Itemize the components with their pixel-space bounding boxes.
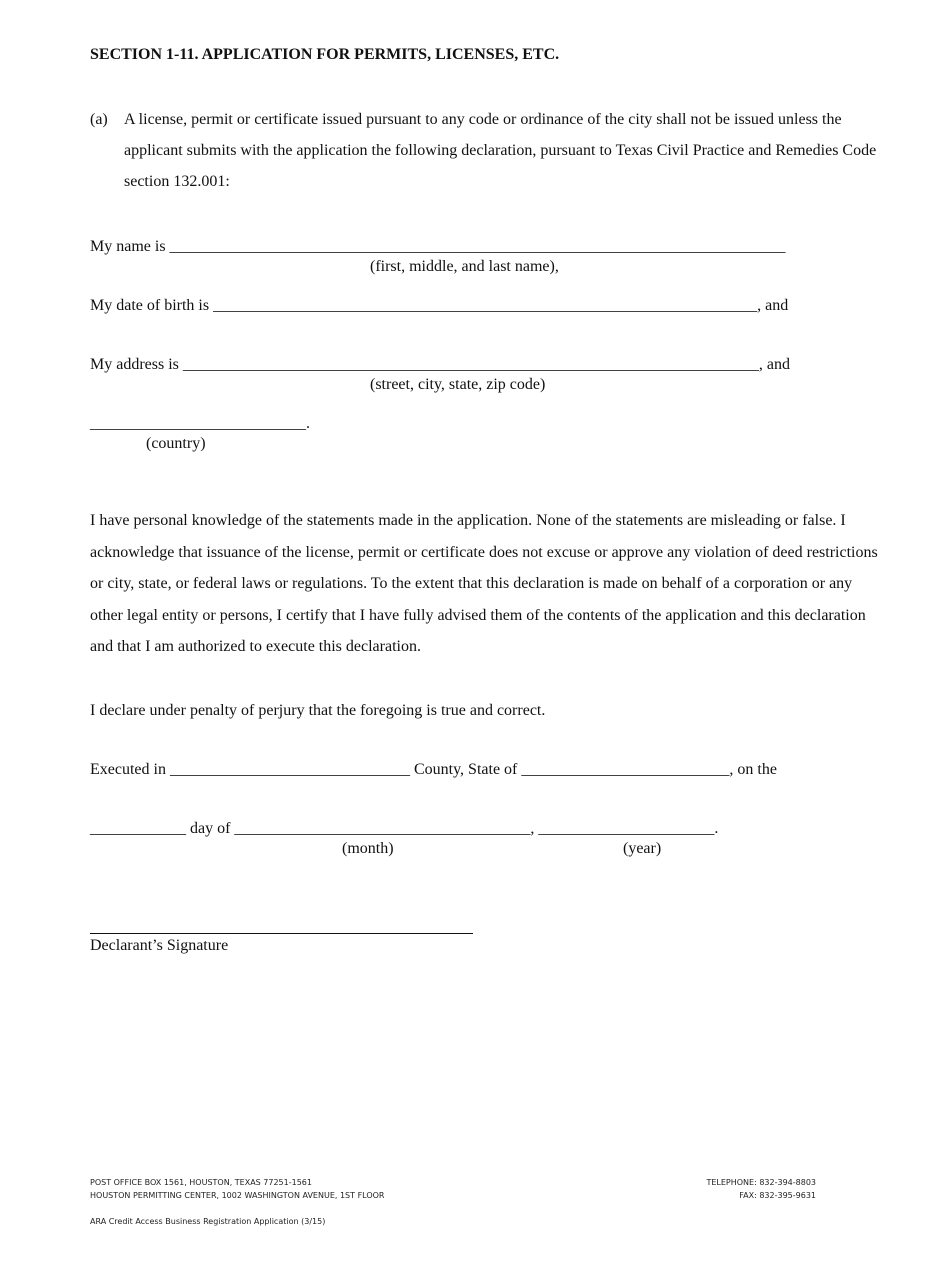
- subsection-label: (a): [90, 111, 108, 128]
- dob-field-line[interactable]: My date of birth is ____________________________________________________________________, and: [90, 297, 789, 314]
- country-caption: (country): [146, 435, 206, 452]
- section-title: SECTION 1-11. APPLICATION FOR PERMITS, LICENSES, ETC.: [90, 46, 560, 63]
- country-field-line[interactable]: ___________________________.: [90, 415, 310, 432]
- footer-address: [90, 1177, 385, 1202]
- intro-paragraph: A license, permit or certificate issued pursuant to any code or ordinance of the city shall not be issued unless the applicant submits with the application the following declaration, pursuant to Texas Civil Practice and Remedies Code section 132.001:: [124, 111, 877, 190]
- month-caption: (month): [342, 840, 394, 857]
- name-field-line[interactable]: My name is _____________________________________________________________________________: [90, 238, 786, 255]
- executed-in-line[interactable]: Executed in ______________________________ County, State of __________________________, on the: [90, 761, 777, 778]
- address-caption: (street, city, state, zip code): [370, 376, 546, 393]
- footer-address-line1: POST OFFICE BOX 1561, HOUSTON, TEXAS 77251-1561: [90, 1178, 312, 1187]
- year-caption: (year): [623, 840, 662, 857]
- perjury-declaration: I declare under penalty of perjury that the foregoing is true and correct.: [90, 702, 546, 719]
- footer-fax: FAX: 832-395-9631: [739, 1190, 816, 1200]
- footer-telephone: TELEPHONE: 832-394-8803: [706, 1178, 816, 1187]
- footer-contact: [706, 1177, 816, 1202]
- footer-address-line2: HOUSTON PERMITTING CENTER, 1002 WASHINGTON AVENUE, 1ST FLOOR: [90, 1190, 385, 1200]
- name-caption: (first, middle, and last name),: [370, 258, 559, 275]
- signature-label: Declarant’s Signature: [90, 937, 229, 954]
- signature-line[interactable]: [90, 933, 473, 934]
- footer-form-id: ARA Credit Access Business Registration Application (3/15): [90, 1217, 326, 1226]
- statement-paragraph: I have personal knowledge of the statements made in the application. None of the statements are misleading or false. I acknowledge that issuance of the license, permit or certificate does not excuse or approve any violation of deed restrictions or city, state, or federal laws or regulations. To the extent that this declaration is made on behalf of a corporation or any other legal entity or persons, I certify that I have fully advised them of the contents of the application and this declaration and that I am authorized to execute this declaration.: [90, 512, 878, 655]
- day-month-year-line[interactable]: ____________ day of _____________________________________, ______________________.: [90, 820, 719, 837]
- address-field-line[interactable]: My address is ________________________________________________________________________, and: [90, 356, 790, 373]
